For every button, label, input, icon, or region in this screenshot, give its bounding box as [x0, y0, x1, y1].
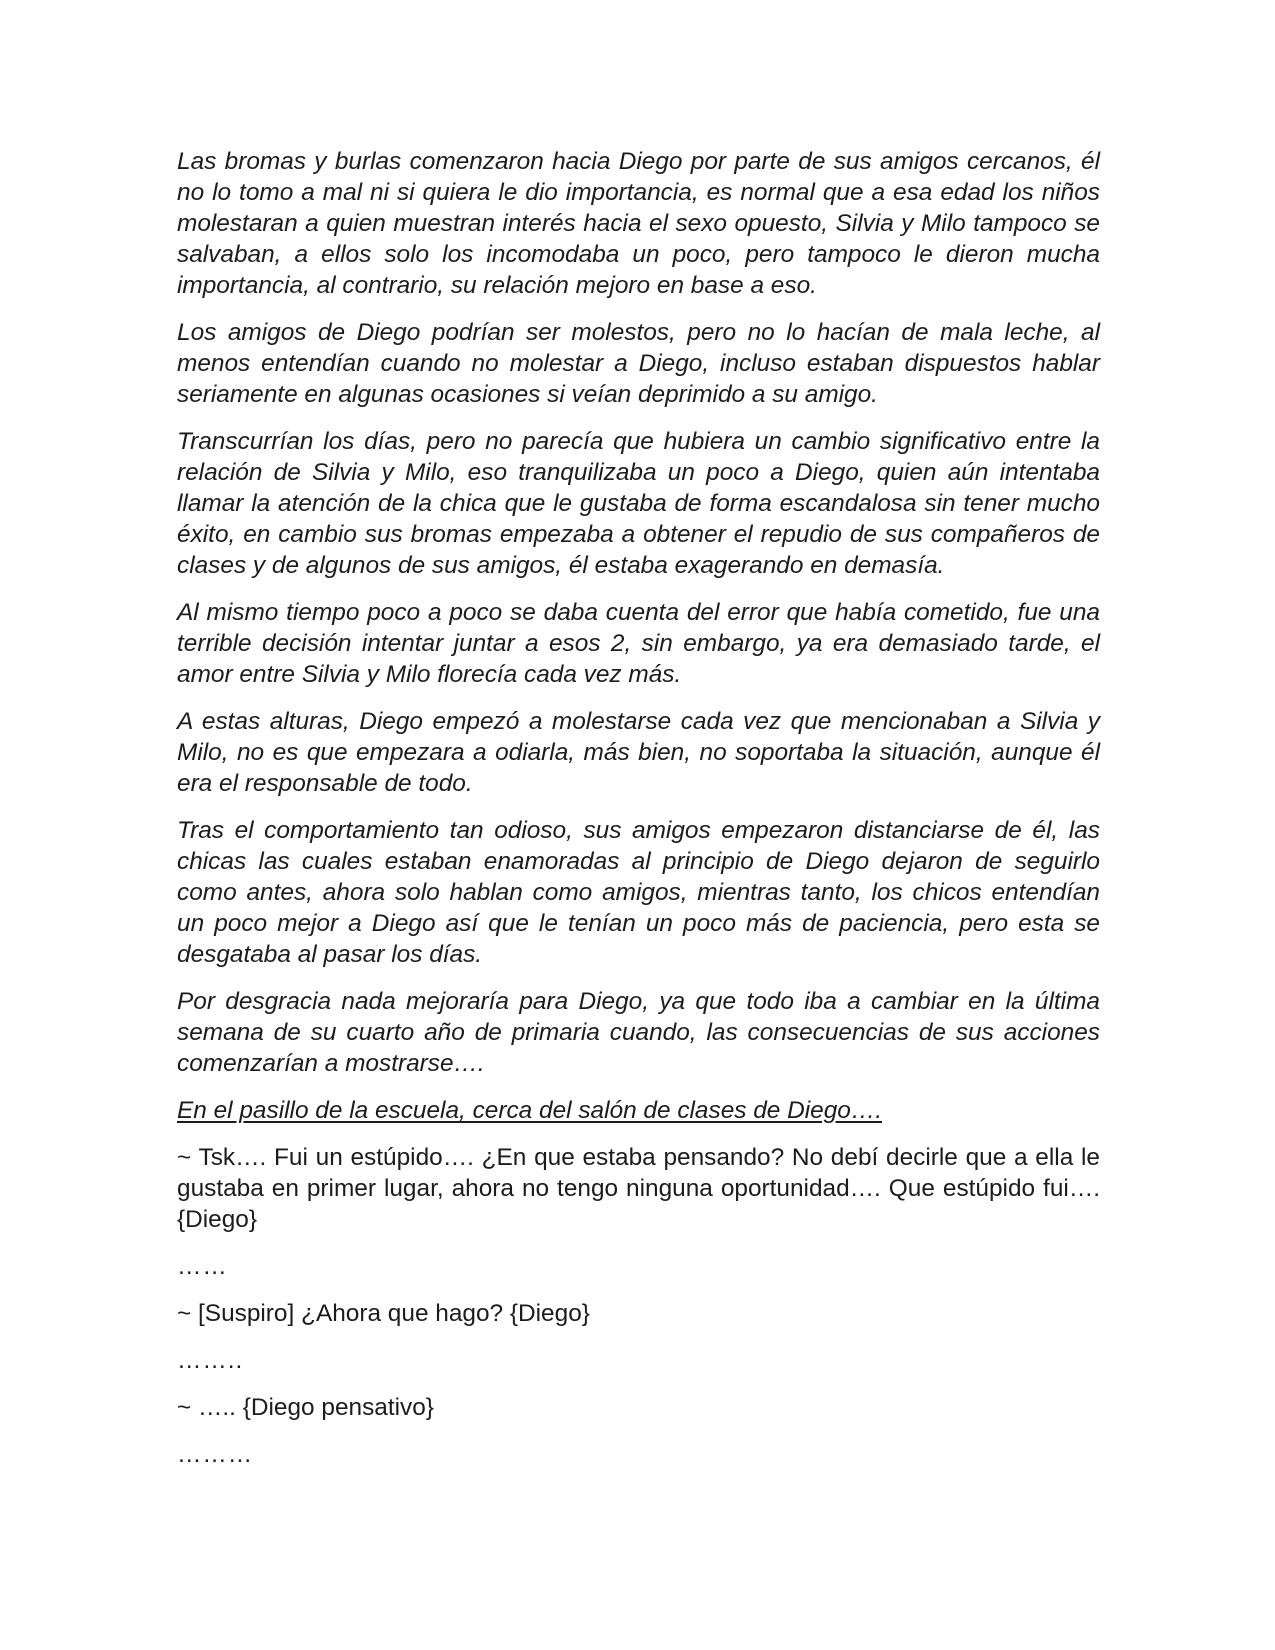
- ellipsis-line: ……..: [177, 1347, 244, 1374]
- narrative-paragraph: Por desgracia nada mejoraría para Diego, ya que todo iba a cambiar en la última semana de su cuarto año de primaria cuando, las consecuencias de sus acciones comenzarían a mostrarse….: [177, 988, 1100, 1077]
- narrative-paragraph: Al mismo tiempo poco a poco se daba cuenta del error que había cometido, fue una terrible decisión intentar juntar a esos 2, sin embargo, ya era demasiado tarde, el amor entre Silvia y Milo florecía cada vez más.: [177, 599, 1100, 688]
- document-page: [177, 146, 1100, 1486]
- scene-heading: En el pasillo de la escuela, cerca del salón de clases de Diego….: [177, 1097, 883, 1124]
- ellipsis-line: ……: [177, 1253, 228, 1280]
- narrative-paragraph: Tras el comportamiento tan odioso, sus amigos empezaron distanciarse de él, las chicas las cuales estaban enamoradas al principio de Diego dejaron de seguirlo como antes, ahora solo hablan como amigos, mientras tanto, los chicos entendían un poco mejor a Diego así que le tenían un poco más de paciencia, pero esta se desgataba al pasar los días.: [177, 817, 1100, 968]
- ellipsis-line: ………: [177, 1441, 254, 1468]
- narrative-paragraph: Transcurrían los días, pero no parecía que hubiera un cambio significativo entre la relación de Silvia y Milo, eso tranquilizaba un poco a Diego, quien aún intentaba llamar la atención de la chica que le gustaba de forma escandalosa sin tener mucho éxito, en cambio sus bromas empezaba a obtener el repudio de sus compañeros de clases y de algunos de sus amigos, él estaba exagerando en demasía.: [177, 428, 1100, 579]
- narrative-paragraph: A estas alturas, Diego empezó a molestarse cada vez que mencionaban a Silvia y Milo, no es que empezara a odiarla, más bien, no soportaba la situación, aunque él era el responsable de todo.: [177, 708, 1100, 797]
- narrative-paragraph: Los amigos de Diego podrían ser molestos, pero no lo hacían de mala leche, al menos entendían cuando no molestar a Diego, incluso estaban dispuestos hablar seriamente en algunas ocasiones si veían deprimido a su amigo.: [177, 319, 1100, 408]
- dialogue-line: ~ ….. {Diego pensativo}: [177, 1394, 434, 1421]
- dialogue-line: ~ [Suspiro] ¿Ahora que hago? {Diego}: [177, 1300, 590, 1327]
- narrative-paragraph: Las bromas y burlas comenzaron hacia Diego por parte de sus amigos cercanos, él no lo tomo a mal ni si quiera le dio importancia, es normal que a esa edad los niños molestaran a quien muestran interés hacia el sexo opuesto, Silvia y Milo tampoco se salvaban, a ellos solo los incomodaba un poco, pero tampoco le dieron mucha importancia, al contrario, su relación mejoro en base a eso.: [177, 148, 1100, 299]
- dialogue-line: ~ Tsk…. Fui un estúpido…. ¿En que estaba pensando? No debí decirle que a ella le gustaba en primer lugar, ahora no tengo ninguna oportunidad…. Que estúpido fui…. {Diego}: [177, 1144, 1100, 1233]
